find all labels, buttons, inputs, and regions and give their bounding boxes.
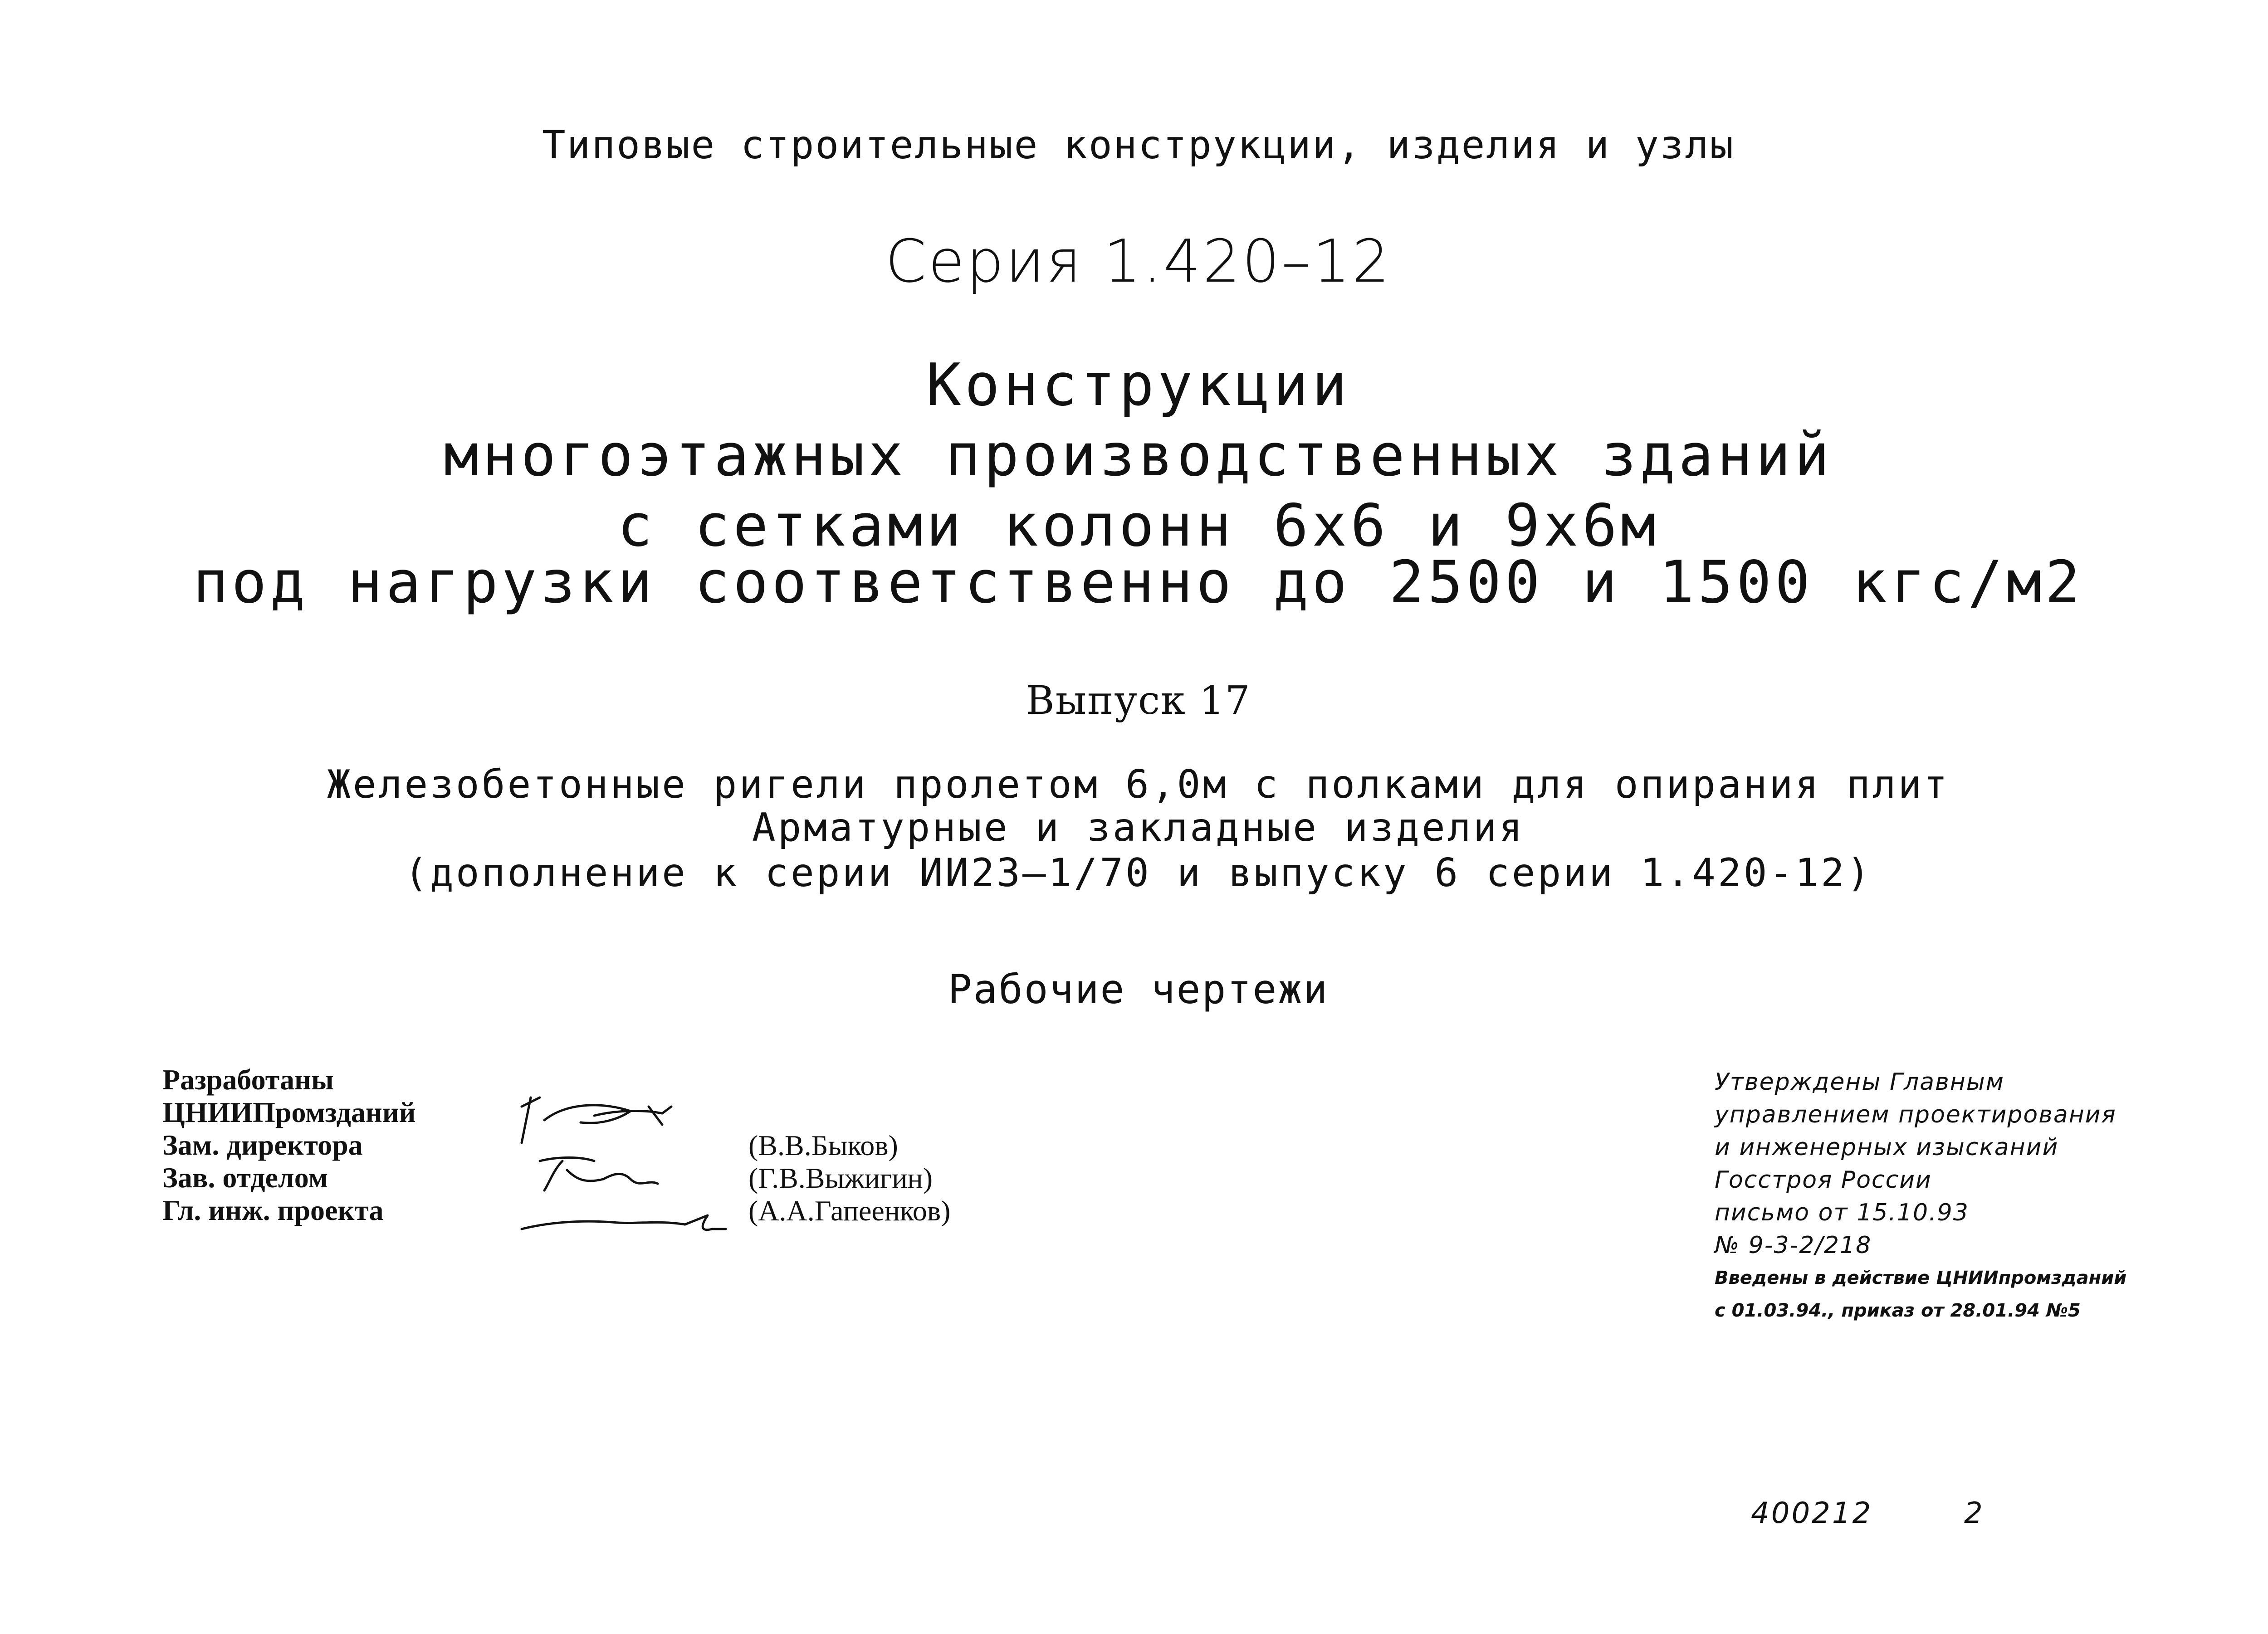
- series-title: Серия 1.420–12: [885, 227, 1392, 296]
- handwritten-signatures: [513, 1093, 767, 1238]
- issue-number: Выпуск 17: [1026, 678, 1251, 723]
- subtitle-line-1: Железобетонные ригели пролетом 6,0м с полками для опирания плит: [327, 762, 1950, 807]
- document-title-line-2: многоэтажных производственных зданий: [444, 422, 1833, 489]
- collection-header: Типовые строительные конструкции, изделия и узлы: [542, 122, 1735, 168]
- enacted-line-2: с 01.03.94., приказ от 28.01.94 №5: [1715, 1300, 2081, 1321]
- enacted-line-1: Введены в действие ЦНИИпромзданий: [1715, 1268, 2127, 1288]
- approval-line-1: Утверждены Главным: [1715, 1068, 2005, 1096]
- name-department-head: (Г.В.Выжигин): [748, 1162, 933, 1194]
- role-organization: ЦНИИПромзданий: [162, 1096, 416, 1128]
- document-title-line-1: Конструкции: [926, 351, 1351, 419]
- approval-line-3: и инженерных изысканий: [1715, 1134, 2059, 1161]
- approval-line-2: управлением проектирования: [1715, 1101, 2116, 1128]
- role-department-head: Зав. отделом: [162, 1161, 328, 1194]
- developer-roles: [162, 1063, 415, 1227]
- role-chief-engineer: Гл. инж. проекта: [162, 1194, 384, 1226]
- approval-line-6: № 9-3-2/218: [1715, 1232, 1872, 1259]
- name-chief-engineer: (А.А.Гапеенков): [748, 1195, 951, 1227]
- page-number: 2: [1964, 1497, 1983, 1530]
- role-deputy-director: Зам. директора: [162, 1129, 363, 1161]
- name-deputy-director: (В.В.Быков): [748, 1129, 898, 1161]
- document-title-line-3: с сетками колонн 6х6 и 9х6м: [617, 492, 1659, 560]
- document-title-line-4: под нагрузки соответственно до 2500 и 1500 кгс/м2: [193, 549, 2084, 616]
- approval-line-4: Госстроя России: [1715, 1166, 1932, 1194]
- role-developed-by: Разработаны: [162, 1063, 334, 1096]
- approval-line-5: письмо от 15.10.93: [1715, 1199, 1969, 1226]
- document-type: Рабочие чертежи: [948, 966, 1329, 1013]
- archive-number: 400212: [1751, 1497, 1873, 1530]
- approval-stamp: [1715, 1066, 2126, 1327]
- subtitle-line-3: (дополнение к серии ИИ23–1/70 и выпуску 6 серии 1.420-12): [404, 850, 1872, 896]
- developer-names: [748, 1129, 950, 1227]
- subtitle-line-2: Арматурные и закладные изделия: [752, 805, 1525, 850]
